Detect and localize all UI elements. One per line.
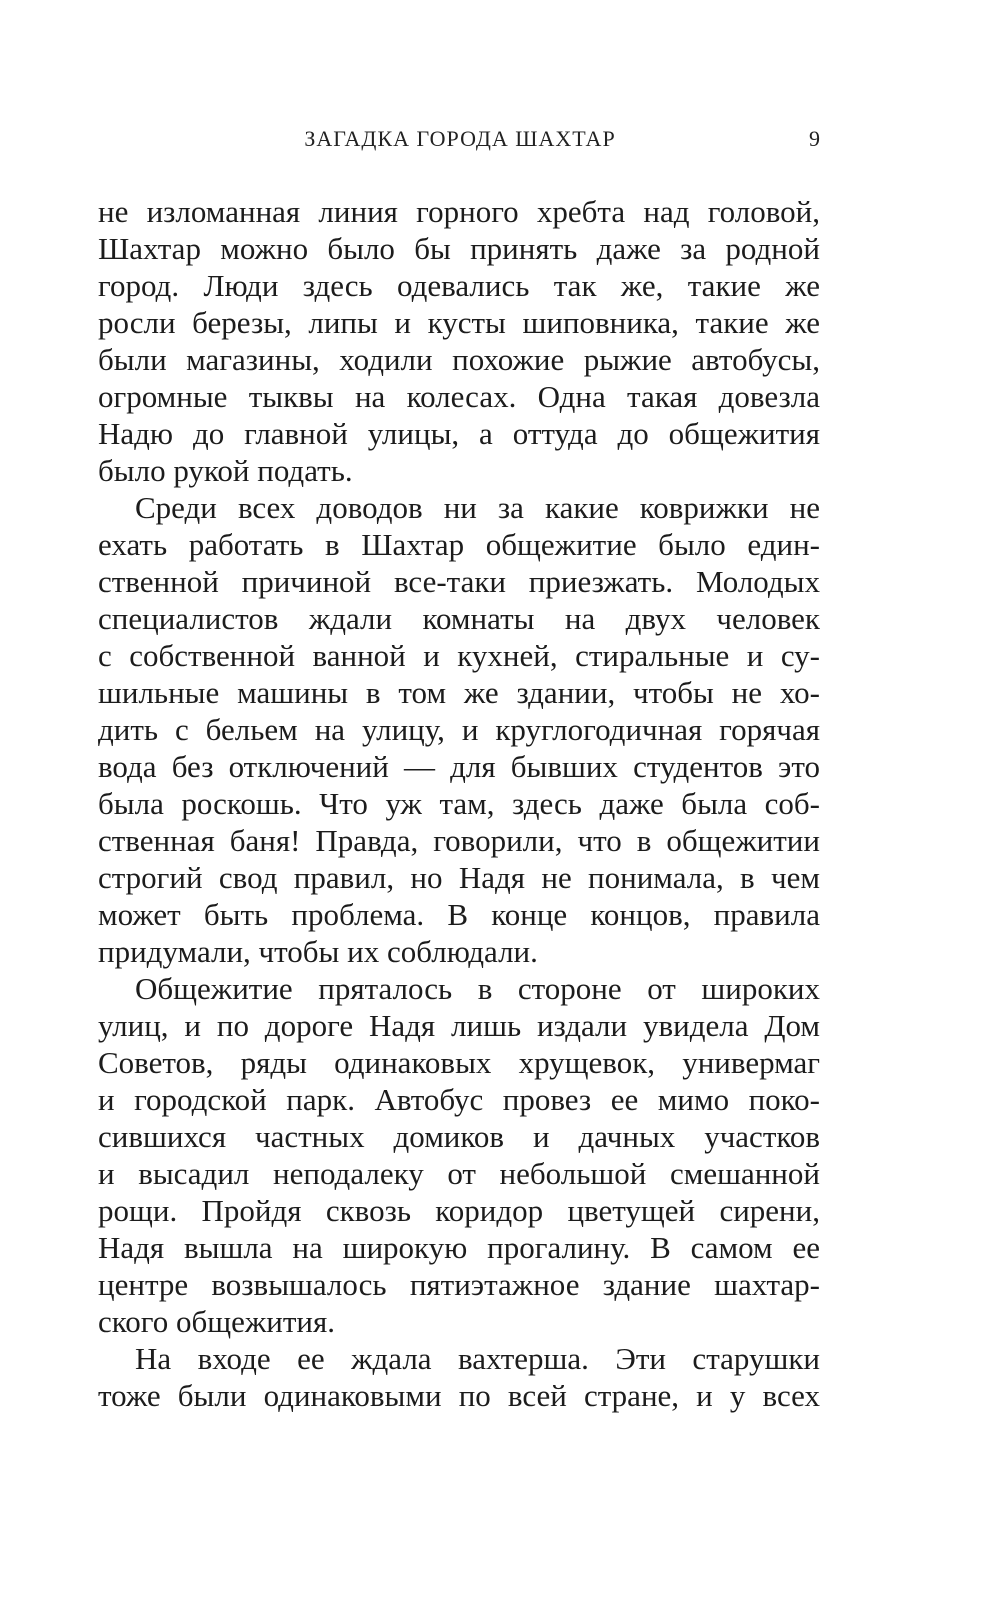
text-line: придумали, чтобы их соблюдали. [98,934,538,969]
text-line: дить с бельем на улицу, и круглогодичная горячая [98,712,820,747]
text-line: сившихся частных домиков и дачных участков [98,1119,820,1154]
text-line: Шахтар можно было бы принять даже за родной [98,231,820,266]
text-line: и городской парк. Автобус провез ее мимо поко- [98,1082,820,1117]
text-line: рощи. Пройдя сквозь коридор цветущей сирени, [98,1193,820,1228]
text-line: город. Люди здесь одевались так же, такие же [98,268,820,303]
text-line: Общежитие пряталось в стороне от широких [135,971,820,1006]
text-line: тоже были одинаковыми по всей стране, и у всех [98,1378,820,1413]
text-line: росли березы, липы и кусты шиповника, такие же [98,305,820,340]
text-line: Надя вышла на широкую прогалину. В самом ее [98,1230,820,1265]
text-line: ственная баня! Правда, говорили, что в общежитии [98,823,820,858]
text-line: огромные тыквы на колесах. Одна такая довезла [98,379,820,414]
text-line: и высадил неподалеку от небольшой смешанной [98,1156,820,1191]
text-line: Советов, ряды одинаковых хрущевок, универмаг [98,1045,820,1080]
text-line: строгий свод правил, но Надя не понимала, в чем [98,860,820,895]
page-number: 9 [809,126,820,151]
text-line: шильные машины в том же здании, чтобы не хо- [98,675,820,710]
text-line: улиц, и по дороге Надя лишь издали увидела Дом [98,1008,820,1043]
text-line: не изломанная линия горного хребта над головой, [98,194,820,229]
text-line: с собственной ванной и кухней, стиральные и су- [98,638,820,673]
text-line: Среди всех доводов ни за какие коврижки не [135,490,820,525]
text-line: Надю до главной улицы, а оттуда до общежития [98,416,820,451]
text-line: центре возвышалось пятиэтажное здание шахтар- [98,1267,820,1302]
text-line: ского общежития. [98,1304,335,1339]
text-line: специалистов ждали комнаты на двух человек [98,601,820,636]
text-line: была роскошь. Что уж там, здесь даже была соб- [98,786,820,821]
text-line: ехать работать в Шахтар общежитие было един- [98,527,820,562]
text-line: было рукой подать. [98,453,353,488]
running-head [100,126,820,162]
running-title: ЗАГАДКА ГОРОДА ШАХТАР [304,126,616,151]
text-line: ственной причиной все-таки приезжать. Молодых [98,564,820,599]
text-line: вода без отключений — для бывших студентов это [98,749,820,784]
text-line: может быть проблема. В конце концов, правила [98,897,820,932]
text-line: На входе ее ждала вахтерша. Эти старушки [135,1341,820,1376]
text-line: были магазины, ходили похожие рыжие автобусы, [98,342,820,377]
